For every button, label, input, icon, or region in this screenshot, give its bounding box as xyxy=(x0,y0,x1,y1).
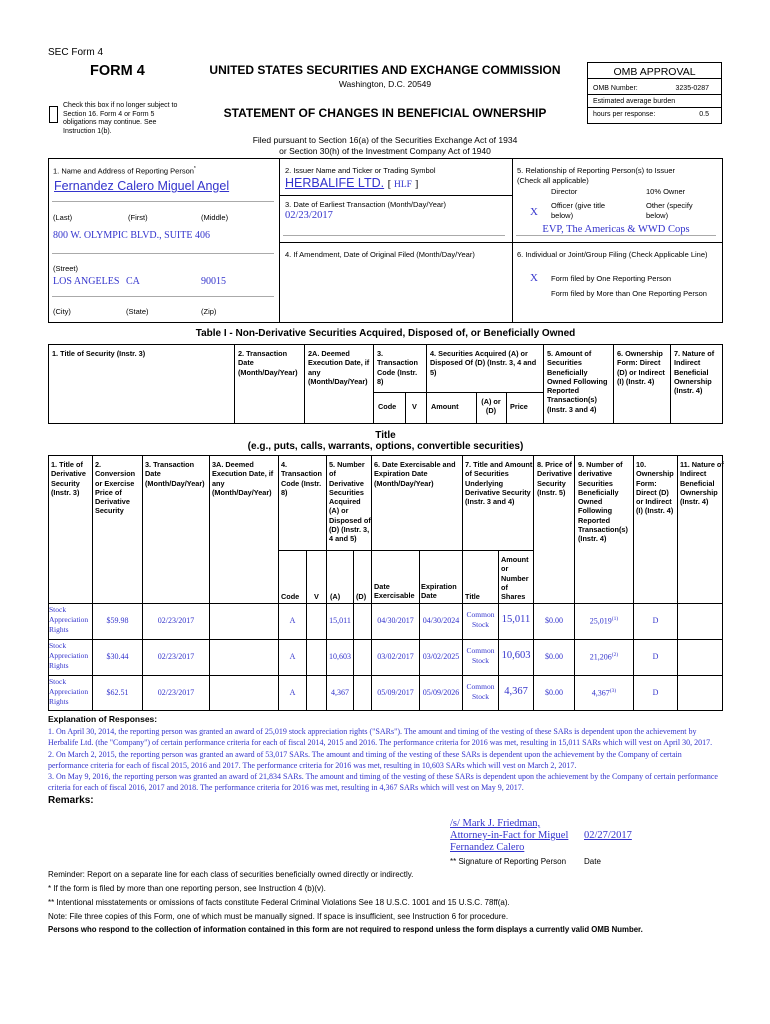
form-title: FORM 4 xyxy=(90,63,145,79)
city-label: (City) xyxy=(53,307,71,316)
box1-star: * xyxy=(193,166,196,172)
transaction-date: 02/23/2017 xyxy=(157,616,195,625)
transaction-code: A xyxy=(289,616,296,625)
derivative-security-title: Stock Appreciation Rights xyxy=(49,605,89,634)
omb-burden-label: Estimated average burden xyxy=(593,98,676,105)
state-value: CA xyxy=(126,276,140,287)
ten-percent-owner-label: 10% Owner xyxy=(646,187,686,196)
filed-pursuant-line2: or Section 30(h) of the Investment Company Act of 1940 xyxy=(279,146,491,156)
explanation-2: 2. On March 2, 2015, the reporting person was granted an award of 53,017 SARs. The amount and timing of the vesting of these SARs is dependent upon the achievement by the Company of certain performance criteria for each of fiscal 2015, 2016 and 2017. The performance criteria for 2016 was met, resulting in 10,603 SARs which will vest on March 2, 2017. xyxy=(48,750,682,770)
t1-h1: 1. Title of Security (Instr. 3) xyxy=(52,349,146,358)
underlying-title: Common Stock xyxy=(466,610,495,629)
t1-amount: Amount xyxy=(431,402,459,411)
footnote-ref[interactable]: (3) xyxy=(609,688,617,694)
acquired-amount: 4,367 xyxy=(331,688,349,697)
t1-code: Code xyxy=(378,402,397,411)
t2-h3: 3. Transaction Date (Month/Day/Year) xyxy=(145,460,205,488)
street-value: 800 W. OLYMPIC BLVD., SUITE 406 xyxy=(53,230,210,241)
t2-h4: 4. Transaction Code (Instr. 8) xyxy=(281,460,322,497)
footnote-ref[interactable]: (1) xyxy=(611,616,619,622)
omb-number: 3235-0287 xyxy=(675,85,709,92)
t2-h3a: 3A. Deemed Execution Date, if any (Month/Day/Year) xyxy=(212,460,274,497)
owned-value: 25,019 xyxy=(589,616,612,626)
officer-title: EVP, The Americas & WWD Cops xyxy=(542,224,690,235)
one-person-label: Form filed by One Reporting Person xyxy=(551,274,672,283)
expiration-date: 04/30/2024 xyxy=(422,616,460,625)
t2-h10: 10. Ownership Form: Direct (D) or Indirect (I) (Instr. 4) xyxy=(636,460,674,516)
city-value: LOS ANGELES xyxy=(53,276,120,287)
t2-a: (A) xyxy=(330,592,341,601)
reporting-person-name[interactable]: Fernandez Calero Miguel Angel xyxy=(54,179,230,193)
signature-date: 02/27/2017 xyxy=(584,830,632,841)
t2-d: (D) xyxy=(356,592,367,601)
conversion-price: $62.51 xyxy=(106,688,129,697)
street-label: (Street) xyxy=(53,264,79,273)
owned-following xyxy=(575,616,633,626)
omb-hours-label: hours per response: xyxy=(593,111,656,118)
explanation-1: 1. On April 30, 2014, the reporting person was granted an award of 25,019 stock appreciation rights ("SARs"). The amount and timing of the vesting of these SARs is dependent upon the achievement by Herbalife Ltd. (the "Company") of certain performance criteria for each of fiscal 2014, 2015 and 2016. The performance criteria for 2016 was met, resulting in 15,011 SARs which will vest on April 30, 2017. xyxy=(48,727,713,747)
t1-h2a: 2A. Deemed Execution Date, if any (Month/Day/Year) xyxy=(308,349,370,386)
box2-label: 2. Issuer Name and Ticker or Trading Symbol xyxy=(285,166,436,175)
t1-h2: 2. Transaction Date (Month/Day/Year) xyxy=(238,349,298,377)
officer-label: Officer (give title below) xyxy=(551,201,606,220)
no-longer-subject-checkbox[interactable] xyxy=(49,106,58,123)
t2-h7: 7. Title and Amount of Securities Underlying Derivative Security (Instr. 3 and 4) xyxy=(465,460,533,507)
t2-h11: 11. Nature of Indirect Beneficial Ownership (Instr. 4) xyxy=(680,460,724,507)
sec-form-label: SEC Form 4 xyxy=(48,47,104,58)
derivative-security-title: Stock Appreciation Rights xyxy=(49,677,89,706)
one-person-x-mark: X xyxy=(530,272,538,284)
t2-amt: Amount or Number of Shares xyxy=(501,555,529,602)
transaction-code: A xyxy=(289,652,296,661)
box6-label: 6. Individual or Joint/Group Filing (Check Applicable Line) xyxy=(517,250,708,259)
t2-h5: 5. Number of Derivative Securities Acquired (A) or Disposed of (D) (Instr. 3, 4 and 5) xyxy=(329,460,371,544)
acquired-amount: 15,011 xyxy=(329,616,351,625)
t2-h2: 2. Conversion or Exercise Price of Derivative Security xyxy=(95,460,136,516)
expiration-date: 03/02/2025 xyxy=(422,652,460,661)
t1-h6: 6. Ownership Form: Direct (D) or Indirect (I) (Instr. 4) xyxy=(617,349,665,386)
omb-number-label: OMB Number: xyxy=(593,85,638,92)
t2-exp: Expiration Date xyxy=(421,582,457,601)
statement-title: STATEMENT OF CHANGES IN BENEFICIAL OWNERSHIP xyxy=(223,106,547,120)
footer-note: Note: File three copies of this Form, one of which must be manually signed. If space is insufficient, see Instruction 6 for procedure. xyxy=(48,912,509,921)
footer-omb: Persons who respond to the collection of information contained in this form are not required to respond unless the form displays a currently valid OMB Number. xyxy=(48,925,643,934)
owned-value: 4,367 xyxy=(591,688,610,698)
checkbox-text: Check this box if no longer subject to Section 16. Form 4 or Form 5 obligations may continue. See Instruction 1(b). xyxy=(63,102,178,135)
signature xyxy=(450,818,568,854)
remarks-title: Remarks: xyxy=(48,795,94,806)
footnote-ref[interactable]: (2) xyxy=(611,652,619,658)
officer-x-mark: X xyxy=(530,206,538,218)
date-exercisable: 03/02/2017 xyxy=(377,652,414,661)
box1-label: 1. Name and Address of Reporting Person* xyxy=(53,166,196,176)
conversion-price: $30.44 xyxy=(106,652,129,661)
director-label: Director xyxy=(551,187,578,196)
t2-h8: 8. Price of Derivative Security (Instr. 5) xyxy=(537,460,572,497)
underlying-amount: 15,011 xyxy=(501,614,531,625)
issuer-name[interactable]: HERBALIFE LTD. xyxy=(285,176,385,190)
table1-title: Table I - Non-Derivative Securities Acquired, Disposed of, or Beneficially Owned xyxy=(195,328,576,339)
agency-title: UNITED STATES SECURITIES AND EXCHANGE COMMISSION xyxy=(209,63,561,77)
t2-v: V xyxy=(314,592,319,601)
derivative-security-title: Stock Appreciation Rights xyxy=(49,641,89,670)
omb-approval-box xyxy=(587,62,722,124)
omb-hours: 0.5 xyxy=(699,111,709,118)
owned-value: 21,206 xyxy=(589,652,612,662)
state-label: (State) xyxy=(126,307,149,316)
other-label: Other (specify below) xyxy=(646,201,693,220)
zip-label: (Zip) xyxy=(201,307,217,316)
derivative-price: $0.00 xyxy=(545,616,563,625)
footer-misstatements: ** Intentional misstatements or omissions of facts constitute Federal Criminal Violations See 18 U.S.C. 1001 and 15 U.S.C. 78ff(a). xyxy=(48,898,510,907)
t2-title: Title xyxy=(465,592,480,601)
date-exercisable: 04/30/2017 xyxy=(377,616,414,625)
table2-subtitle: (e.g., puts, calls, warrants, options, convertible securities) xyxy=(247,441,524,452)
transaction-date: 02/23/2017 xyxy=(157,652,195,661)
explanation-title: Explanation of Responses: xyxy=(48,714,158,724)
acquired-amount: 10,603 xyxy=(329,652,351,661)
t2-h6: 6. Date Exercisable and Expiration Date (Month/Day/Year) xyxy=(374,460,456,488)
footer-instruction: * If the form is filed by more than one reporting person, see Instruction 4 (b)(v). xyxy=(48,884,326,893)
owned-following xyxy=(575,688,633,698)
box4-label: 4. If Amendment, Date of Original Filed (Month/Day/Year) xyxy=(285,250,475,259)
last-label: (Last) xyxy=(53,213,73,222)
derivative-price: $0.00 xyxy=(545,652,563,661)
box5-label: 5. Relationship of Reporting Person(s) to Issuer (Check all applicable) xyxy=(517,166,675,185)
underlying-title: Common Stock xyxy=(466,682,495,701)
underlying-amount: 4,367 xyxy=(504,686,528,697)
transaction-code: A xyxy=(289,688,296,697)
date-label: Date xyxy=(584,857,601,866)
filed-pursuant-line1: Filed pursuant to Section 16(a) of the Securities Exchange Act of 1934 xyxy=(252,135,518,145)
earliest-transaction-date: 02/23/2017 xyxy=(285,210,333,221)
ownership-form: D xyxy=(652,688,659,697)
signature-line3: Fernandez Calero xyxy=(450,842,525,853)
t1-h5: 5. Amount of Securities Beneficially Owned Following Reported Transaction(s) (Instr. 3 and 4) xyxy=(547,349,608,414)
transaction-date: 02/23/2017 xyxy=(157,688,195,697)
explanation-3: 3. On May 9, 2016, the reporting person was granted an award of 21,834 SARs. The amount and timing of the vesting of these SARs is dependent upon the achievement by the Company of certain performance criteria for each of fiscal 2016, 2017 and 2018. The performance criteria for 2016 was met, resulting in 4,367 SARs which will vest on May 9, 2017. xyxy=(48,772,718,792)
owned-following xyxy=(575,652,633,662)
ticker-symbol: HLF xyxy=(394,180,412,190)
ownership-form: D xyxy=(652,652,659,661)
box3-label: 3. Date of Earliest Transaction (Month/Day/Year) xyxy=(285,200,447,209)
t1-price: Price xyxy=(510,402,528,411)
conversion-price: $59.98 xyxy=(106,616,129,625)
t1-h7: 7. Nature of Indirect Beneficial Ownership (Instr. 4) xyxy=(674,349,715,396)
expiration-date: 05/09/2026 xyxy=(422,688,460,697)
signature-label: ** Signature of Reporting Person xyxy=(450,857,567,866)
issuer-line: HERBALIFE LTD. [ HLF ] xyxy=(285,176,419,190)
table2-title: Title xyxy=(375,430,396,441)
date-exercisable: 05/09/2017 xyxy=(377,688,414,697)
t1-h4: 4. Securities Acquired (A) or Disposed Of (D) (Instr. 3, 4 and 5) xyxy=(430,349,537,377)
omb-title: OMB APPROVAL xyxy=(588,63,721,79)
agency-city: Washington, D.C. 20549 xyxy=(338,79,432,89)
t1-v: V xyxy=(412,402,417,411)
derivative-price: $0.00 xyxy=(545,688,563,697)
signature-line1: /s/ Mark J. Friedman, xyxy=(450,818,541,829)
t1-h3: 3. Transaction Code (Instr. 8) xyxy=(377,349,418,386)
t2-date-ex: Date Exercisable xyxy=(374,582,415,601)
t1-ad: (A) or (D) xyxy=(481,397,501,416)
more-person-label: Form filed by More than One Reporting Person xyxy=(551,289,707,298)
ownership-form: D xyxy=(652,616,659,625)
underlying-amount: 10,603 xyxy=(501,650,531,661)
first-label: (First) xyxy=(128,213,148,222)
middle-label: (Middle) xyxy=(201,213,229,222)
signature-line2: Attorney-in-Fact for Miguel xyxy=(450,830,569,841)
zip-value: 90015 xyxy=(201,276,226,287)
t2-code: Code xyxy=(281,592,300,601)
t2-h1: 1. Title of Derivative Security (Instr. 3) xyxy=(51,460,86,497)
t2-h9: 9. Number of derivative Securities Beneficially Owned Following Reported Transaction(s) (Instr. 4) xyxy=(578,460,628,544)
underlying-title: Common Stock xyxy=(466,646,495,665)
footer-reminder: Reminder: Report on a separate line for each class of securities beneficially owned directly or indirectly. xyxy=(48,870,414,879)
